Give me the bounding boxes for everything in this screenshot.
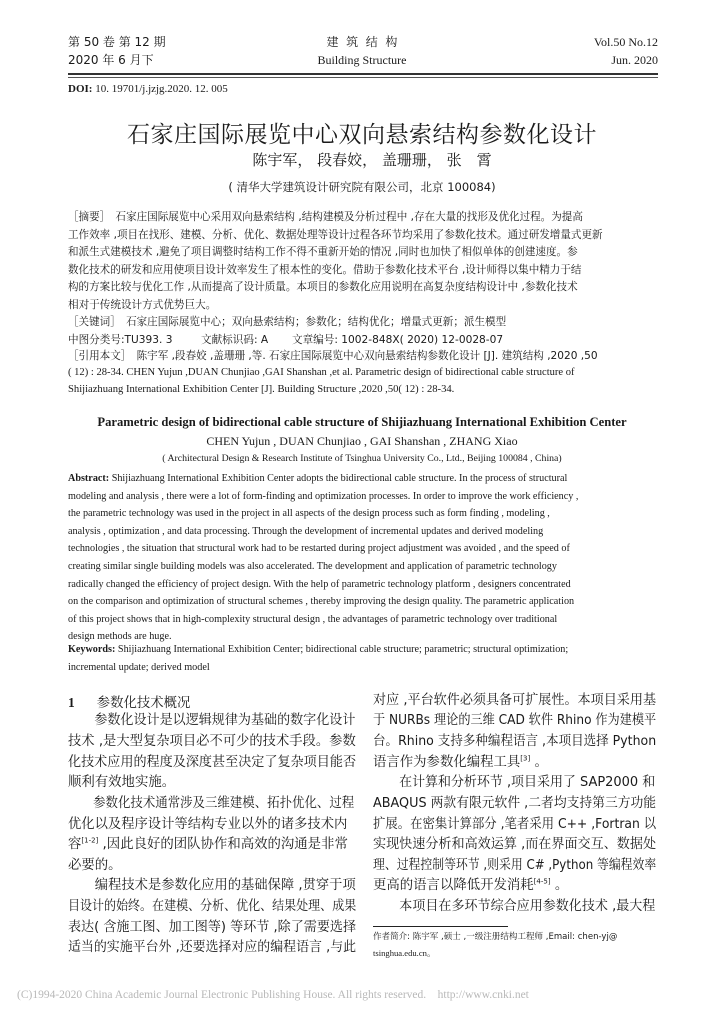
body-line: 于 NURBs 理论的三维 CAD 软件 Rhino 作为建模平	[373, 713, 657, 728]
body-text: 更高的语言以降低开发消耗	[373, 878, 534, 893]
keywords-cn: ［关键词］ 石家庄国际展览中心；双向悬索结构；参数化；结构优化；增量式更新；派生模型	[68, 316, 507, 328]
body-line: 参数化技术通常涉及三维建模、拓扑优化、过程	[93, 796, 355, 811]
citation-line: Shijiazhuang International Exhibition Center [J]. Building Structure ,2020 ,50( 12) : 28-34.	[68, 384, 455, 395]
authors-cn: 陈宇军， 段春姣， 盖珊珊， 张 霄	[252, 151, 492, 169]
abstract-cn-line: 相对于传统设计方式优势巨大。	[68, 299, 217, 311]
keywords-en-text: incremental update; derived model	[68, 661, 210, 673]
date-cn: 2020 年 6 月下	[68, 53, 154, 67]
keywords-en-line	[68, 661, 658, 675]
abstract-en-text: creating similar single building models was also accelerated. The development and application of parametric technology	[68, 561, 557, 572]
body-text: ,因此良好的团队协作和高效的沟通是非常	[98, 837, 348, 852]
authors-en: CHEN Yujun , DUAN Chunjiao , GAI Shanshan , ZHANG Xiao	[206, 434, 518, 448]
section-title: 参数化技术概况	[96, 696, 191, 711]
abstract-en-text: modeling and analysis , there were a lot of form-finding and optimization processes. In order to improve the work efficiency ,	[68, 490, 579, 502]
abstract-en-text: the parametric technology was used in the project in all aspects of the design process such as form finding , modeling ,	[68, 508, 550, 520]
footnote-rule	[373, 926, 508, 927]
author-note: 作者简介: 陈宇军 ,硕士 ,一级注册结构工程师 ,Email: chen-yj@	[373, 932, 618, 942]
keywords-en-text: Shijiazhuang International Exhibition Center; bidirectional cable structure; parametric; structural optimization;	[115, 644, 569, 655]
body-line: 表达( 含施工图、加工图等) 等环节 ,除了需要选择	[68, 920, 357, 935]
abstract-cn-line: ［摘要］ 石家庄国际展览中心采用双向悬索结构 ,结构建模及分析过程中 ,存在大量的找形及优化过程。为提高	[68, 211, 583, 223]
affiliation-cn: ( 清华大学建筑设计研究院有限公司，北京 100084)	[228, 180, 496, 194]
abstract-en-line	[68, 613, 658, 627]
doi-value: 10. 19701/j.jzjg.2020. 12. 005	[92, 83, 228, 95]
section-heading	[68, 692, 190, 711]
body-line: 对应 ,平台软件必须具备可扩展性。本项目采用基	[373, 693, 657, 708]
citation-ref: [3]	[520, 754, 531, 763]
abstract-cn-line: 工作效率 ,项目在找形、建模、分析、优化、数据处理等设计过程各环节均采用了参数化技术。通过研发增量式更新	[68, 228, 603, 241]
body-line: 参数化设计是以逻辑规律为基础的数字化设计	[94, 713, 356, 728]
citation-ref: [4-5]	[533, 877, 551, 886]
copyright-watermark: (C)1994-2020 China Academic Journal Electronic Publishing House. All rights reserved. http://www.cnki.net	[17, 989, 529, 1001]
header-rule-thin	[68, 77, 658, 78]
abstract-en-line	[68, 525, 658, 539]
body-line	[373, 754, 658, 772]
body-line: 适当的实施平台外 ,还要选择对应的编程语言 ,与此	[68, 940, 357, 955]
abstract-en-line	[68, 578, 658, 592]
body-line: 理、过程控制等环节 ,则采用 C# ,Python 等编程效率	[373, 858, 657, 873]
body-line	[68, 836, 358, 854]
body-line: 台。Rhino 支持多种编程语言 ,本项目选择 Python	[373, 734, 657, 749]
volume-issue-cn: 第 50 卷 第 12 期	[68, 35, 166, 49]
abstract-en-line	[68, 542, 658, 556]
body-line: 编程技术是参数化应用的基础保障 ,贯穿于项	[94, 878, 356, 893]
abstract-en-line	[68, 490, 658, 504]
abstract-en-line	[68, 560, 658, 574]
title-en: Parametric design of bidirectional cable structure of Shijiazhuang International Exhibition Center	[97, 415, 627, 429]
body-text: 。	[550, 878, 569, 893]
body-line: 本项目在多环节综合应用参数化技术 ,最大程	[399, 899, 656, 914]
abstract-en-line	[68, 595, 658, 609]
abstract-en-line	[68, 472, 658, 486]
body-line	[373, 877, 658, 895]
clc-number: 中图分类号:TU393. 3	[68, 334, 173, 346]
abstract-en-text: of this project shows that in high-complexity structural design , the advantages of parametric technology over traditional	[68, 613, 558, 625]
body-line: 技术 ,是大型复杂项目必不可少的技术手段。参数	[68, 734, 356, 749]
body-line: ABAQUS 两款有限元软件 ,二者均支持第三方功能	[373, 796, 657, 811]
journal-name-cn: 建 筑 结 构	[326, 35, 398, 49]
abstract-en-text: Shijiazhuang International Exhibition Center adopts the bidirectional cable structure. In the process of structural	[109, 473, 568, 484]
body-line: 化技术应用的程度及深度甚至决定了复杂项目能否	[68, 755, 357, 770]
citation-line: ［引用本文］ 陈宇军 ,段春姣 ,盖珊珊 ,等. 石家庄国际展览中心双向悬索结构参数化设计 [J]. 建筑结构 ,2020 ,50	[68, 350, 598, 362]
body-text: 语言作为参数化编程工具	[373, 755, 521, 770]
abstract-cn-line: 和派生式建模技术 ,避免了项目调整时结构工作不得不重新开始的情况 ,同时也加快了相似单体的创建速度。参	[68, 246, 578, 259]
citation-ref: [1-2]	[81, 836, 99, 845]
abstract-cn-line: 构的方案比较与优化工作 ,从而提高了设计质量。本项目的参数化应用说明在高复杂度结构设计中 ,参数化技术	[68, 281, 578, 294]
abstract-en-text: technologies , the situation that structural work had to be restarted during project adjustment was avoided , and the speed of	[68, 543, 570, 555]
body-line: 顺利有效地实施。	[68, 775, 176, 790]
document-code: 文献标识码: A	[201, 334, 269, 346]
author-email: tsinghua.edu.cn。	[373, 948, 436, 958]
title-cn: 石家庄国际展览中心双向悬索结构参数化设计	[127, 122, 597, 148]
body-text: 容	[68, 837, 82, 852]
section-number: 1	[68, 695, 75, 710]
affiliation-en: ( Architectural Design & Research Institute of Tsinghua University Co., Ltd., Beijing 100084 , China)	[162, 453, 562, 464]
abstract-en-text: radically changed the efficiency of project design. With the help of parametric technology platform , designers concentrated	[68, 578, 571, 590]
body-line: 在计算和分析环节 ,项目采用了 SAP2000 和	[399, 775, 656, 790]
volume-issue-en: Vol.50 No.12	[593, 35, 658, 49]
abstract-en-text: analysis , optimization , and data processing. Through the development of incremental updates and derived modeling	[68, 525, 544, 537]
doi-label: DOI:	[68, 83, 93, 95]
keywords-en-label: Keywords:	[68, 644, 116, 655]
body-text: 。	[530, 755, 548, 770]
citation-line: ( 12) : 28-34. CHEN Yujun ,DUAN Chunjiao ,GAI Shanshan ,et al. Parametric design of bidirectional cable structure of	[68, 367, 575, 378]
date-en: Jun. 2020	[611, 53, 658, 67]
article-number: 文章编号: 1002-848X( 2020) 12-0028-07	[292, 334, 504, 346]
abstract-en-text: design methods are huge.	[68, 631, 172, 643]
journal-name-en: Building Structure	[317, 53, 407, 67]
header-rule	[68, 73, 658, 75]
body-line: 必要的。	[68, 858, 122, 873]
body-line: 实现快速分析和高效运算 ,而在界面交互、数据处	[373, 837, 657, 852]
body-line: 扩展。在密集计算部分 ,笔者采用 C++ ,Fortran 以	[373, 817, 657, 832]
abstract-cn-line: 数化技术的研发和应用使项目设计效率发生了根本性的变化。借助于参数化技术平台 ,设计师得以集中精力于结	[68, 263, 582, 276]
body-line: 优化以及程序设计等结构专业以外的诸多技术内	[68, 817, 348, 832]
abstract-en-label: Abstract:	[68, 473, 110, 484]
abstract-en-line	[68, 507, 658, 521]
abstract-en-text: on the comparison and optimization of structural schemes , thereby improving the design quality. The parametric application	[68, 596, 575, 608]
body-line: 目设计的始终。在建模、分析、优化、结果处理、成果	[68, 899, 357, 914]
doi	[68, 83, 228, 95]
keywords-en-line	[68, 643, 658, 657]
